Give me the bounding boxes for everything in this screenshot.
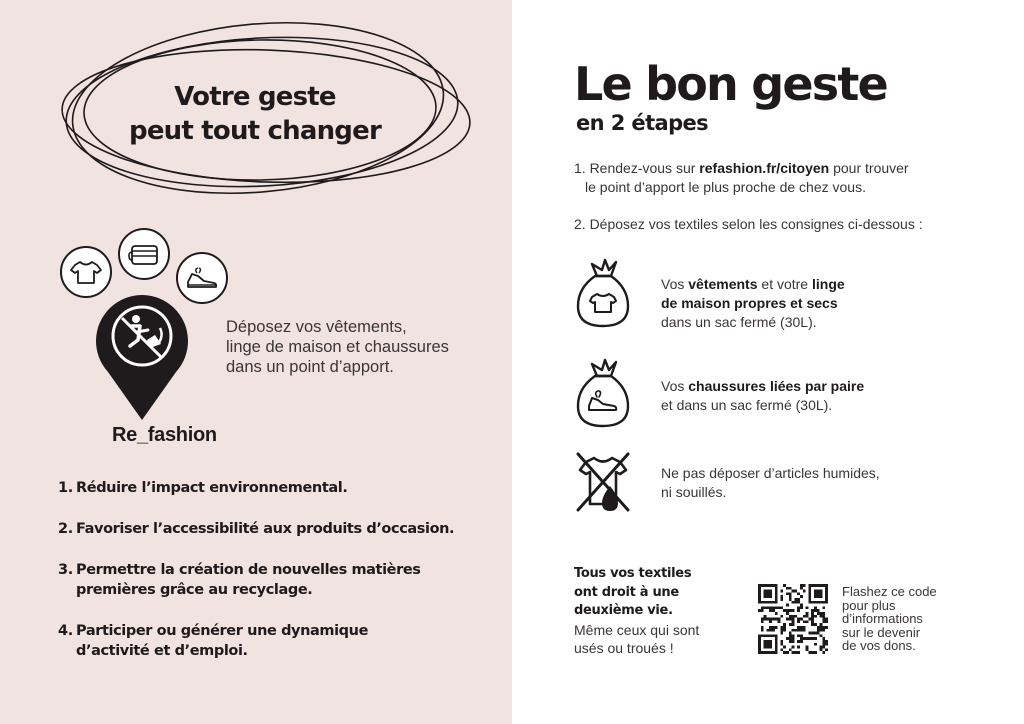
note-bold-line-2: ont droit à une [574,584,679,600]
benefit-text-line: Permettre la création de nouvelles matières [76,562,421,578]
refashion-logo: Re_fashion [112,424,217,446]
rule-text-part: Vos [661,378,689,394]
bag-shoe-icon [572,356,634,430]
benefit-number: 3. [58,562,73,578]
rule-clothes-line-1 [661,275,961,294]
benefit-item [58,519,478,539]
benefit-text-line: premières grâce au recyclage. [76,582,313,598]
qr-code[interactable] [758,584,828,654]
rule-text-bold: vêtements [688,276,758,292]
qr-instructions [842,585,962,653]
qr-text-line: sur le devenir [842,624,921,640]
benefit-text [76,560,421,600]
step-1-suffix: pour trouver [829,160,909,176]
note-line-4: Même ceux qui sont [574,621,700,638]
drop-off-line-2: linge de maison et chaussures [226,338,449,356]
recycling-pin-icon [92,288,192,422]
rule-shoes-line-1 [661,377,961,396]
tagline-line-1: Votre geste [174,82,336,112]
refashion-citoyen-link[interactable]: refashion.fr/citoyen [699,160,830,176]
benefit-item [58,560,478,600]
rule-no-wet-line-2: ni souillés. [661,484,727,500]
benefit-text-line: Participer ou générer une dynamique [76,623,369,639]
tagline-line-2: peut tout changer [129,116,381,146]
step-2: 2. Déposez vos textiles selon les consignes ci-dessous : [574,216,923,232]
rule-text-bold: de maison propres et secs [661,295,838,311]
benefit-number: 4. [58,623,73,639]
note-line-5: usés ou troués ! [574,640,674,656]
drop-off-line-1: Déposez vos vêtements, [226,318,407,336]
benefit-text-line: d’activité et d’emploi. [76,643,248,659]
drop-off-line-3: dans un point d’apport. [226,358,394,376]
rule-shoes-text [661,377,961,415]
qr-text-line: pour plus [842,597,896,613]
second-life-note [574,565,734,658]
rule-clothes-text [661,275,961,332]
qr-text-line: Flashez ce code [842,584,937,599]
benefit-text [76,621,368,661]
rule-text-bold: chaussures liées par paire [688,378,865,394]
benefit-item [58,621,478,661]
rule-text-bold: linge [811,276,845,292]
bag-tshirt-icon [572,256,634,330]
rule-no-wet-text [661,464,961,502]
rule-text-part: Vos [661,276,689,292]
page-title: Le bon geste [574,57,887,111]
page-subtitle: en 2 étapes [576,111,709,135]
rule-clothes-line-3: dans un sac fermé (30L). [661,314,817,330]
step-1-line-2: le point d’apport le plus proche de chez vous. [585,179,866,195]
benefit-text: Réduire l’impact environnemental. [76,480,348,496]
rule-text-part: et votre [757,276,812,292]
rule-clothes-line-2 [661,294,961,313]
rule-no-wet-line-1: Ne pas déposer d’articles humides, [661,465,880,481]
benefit-number: 2. [58,521,73,537]
benefit-text: Favoriser l’accessibilité aux produits d’occasion. [76,521,455,537]
benefit-number: 1. [58,480,73,496]
note-bold-line-1: Tous vos textiles [574,566,692,581]
qr-text-line: de vos dons. [842,638,916,653]
qr-text-line: d’informations [842,611,923,626]
tagline [70,80,440,148]
benefits-list [58,478,478,682]
rule-shoes-line-2: et dans un sac fermé (30L). [661,397,833,413]
folded-linen-icon [118,228,170,280]
step-1-prefix: 1. Rendez-vous sur [574,160,700,176]
drop-off-text [226,317,476,377]
step-1 [574,159,974,197]
note-bold-line-3: deuxième vie. [574,603,673,618]
benefit-item [58,478,478,498]
no-wet-items-icon [572,448,634,518]
